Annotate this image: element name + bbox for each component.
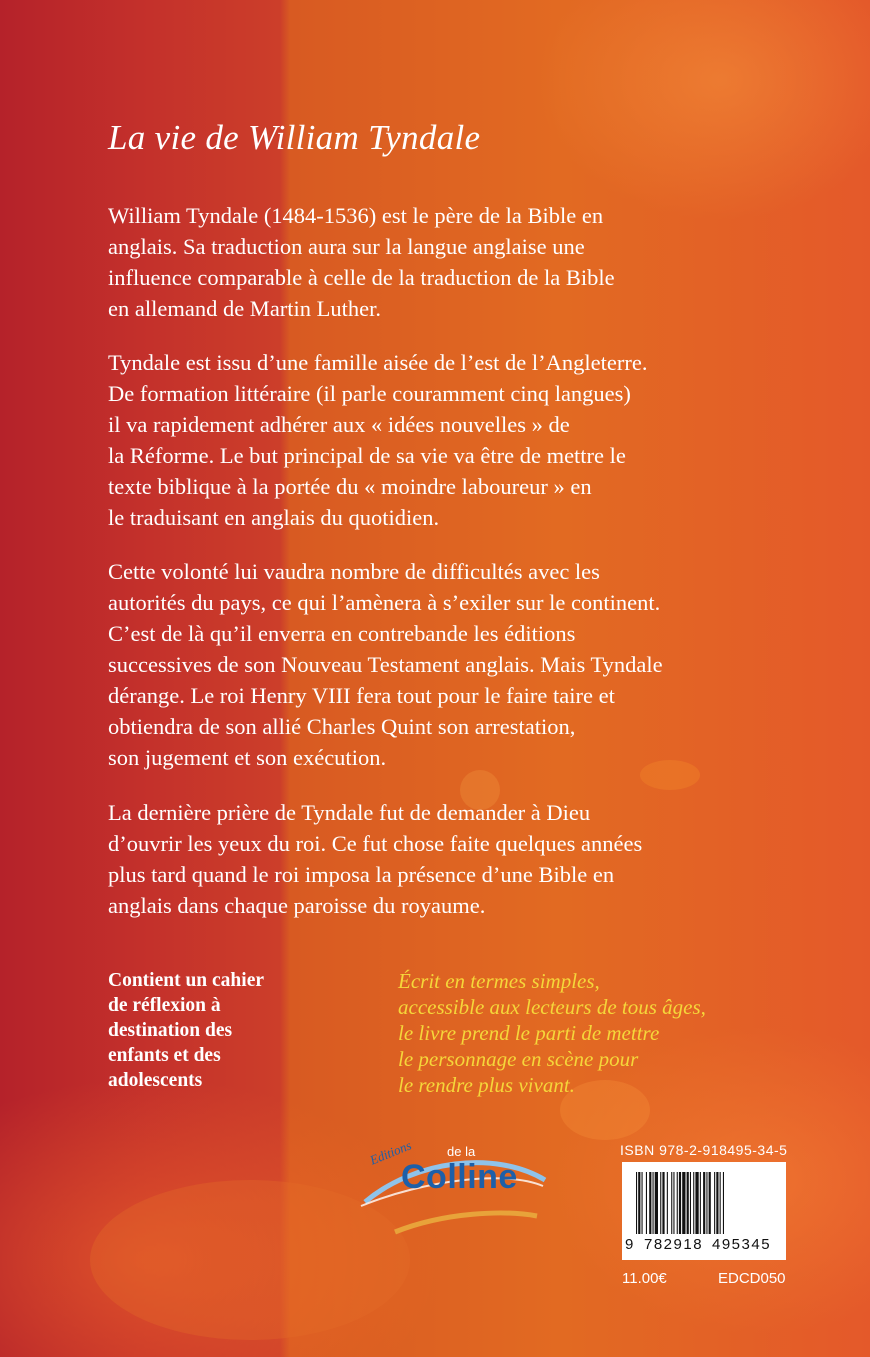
paragraph-exile: Cette volonté lui vaudra nombre de difficultés avec les autorités du pays, ce qui l’amènera à s’exiler sur le continent. C’est de là qu’il enverra en contrebande les éditions successives de son Nouveau Testament anglais. Mais Tyndale dérange. Le roi Henry VIII fera tout pour le faire taire et obtiendra de son allié Charles Quint son arrestation, son jugement et son exécution. <box>108 559 663 770</box>
barcode-bar <box>667 1172 668 1234</box>
barcode-bar <box>660 1172 661 1234</box>
blurb: Écrit en termes simples, accessible aux lecteurs de tous âges, le livre prend le parti de mettre le personnage en scène pour le rendre plus vivant. <box>398 969 706 1097</box>
price: 11.00€ <box>622 1270 667 1287</box>
barcode-bar <box>679 1172 681 1234</box>
barcode-bar <box>682 1172 685 1234</box>
barcode-bar <box>642 1172 643 1234</box>
barcode-group-1: 782918 <box>644 1236 704 1253</box>
barcode-bar <box>714 1172 715 1234</box>
barcode-bar <box>720 1172 721 1234</box>
barcode-lead-digit: 9 <box>625 1236 635 1253</box>
barcode-bar <box>671 1172 672 1234</box>
paragraph-origins: Tyndale est issu d’une famille aisée de l’est de l’Angleterre. De formation littéraire (il parle couramment cinq langues) il va rapidement adhérer aux « idées nouvelles » de la Réforme. Le but principal de sa vie va être de mettre le texte biblique à la portée du « moindre laboureur » en le traduisant en anglais du quotidien. <box>108 350 648 530</box>
barcode-bar <box>655 1172 658 1234</box>
barcode-bar <box>636 1172 637 1234</box>
barcode <box>622 1162 786 1260</box>
barcode-bar <box>706 1172 707 1234</box>
logo-de-la: de la <box>447 1144 476 1159</box>
barcode-bar <box>716 1172 718 1234</box>
barcode-bar <box>646 1172 647 1234</box>
barcode-bar <box>695 1172 698 1234</box>
barcode-bar <box>723 1172 724 1234</box>
logo-colline: Colline <box>401 1158 518 1196</box>
barcode-bar <box>690 1172 691 1234</box>
publisher-logo <box>355 1137 550 1240</box>
side-note: Contient un cahier de réflexion à destination des enfants et des adolescents <box>108 970 264 1091</box>
reference-code: EDCD050 <box>718 1270 786 1287</box>
barcode-bar <box>703 1172 705 1234</box>
paragraph-last-prayer: La dernière prière de Tyndale fut de demander à Dieu d’ouvrir les yeux du roi. Ce fut chose faite quelques années plus tard quand le roi imposa la présence d’une Bible en anglais dans chaque paroisse du royaume. <box>108 800 643 918</box>
barcode-bar <box>677 1172 678 1234</box>
barcode-group-2: 495345 <box>712 1236 772 1253</box>
book-title: La vie de William Tyndale <box>108 118 481 157</box>
barcode-bar <box>693 1172 694 1234</box>
isbn-label: ISBN 978-2-918495-34-5 <box>620 1142 788 1158</box>
barcode-bars-icon <box>636 1172 776 1234</box>
barcode-bar <box>662 1172 664 1234</box>
paragraph-intro: William Tyndale (1484-1536) est le père de la Bible en anglais. Sa traduction aura sur la langue anglaise une influence comparable à celle de la traduction de la Bible en allemand de Martin Luther. <box>108 203 615 321</box>
logo-editions: Editions <box>367 1137 414 1168</box>
barcode-bar <box>653 1172 654 1234</box>
barcode-bar <box>673 1172 674 1234</box>
barcode-bar <box>687 1172 689 1234</box>
barcode-bar <box>700 1172 701 1234</box>
barcode-bar <box>709 1172 711 1234</box>
barcode-bar <box>649 1172 651 1234</box>
barcode-bar <box>638 1172 640 1234</box>
